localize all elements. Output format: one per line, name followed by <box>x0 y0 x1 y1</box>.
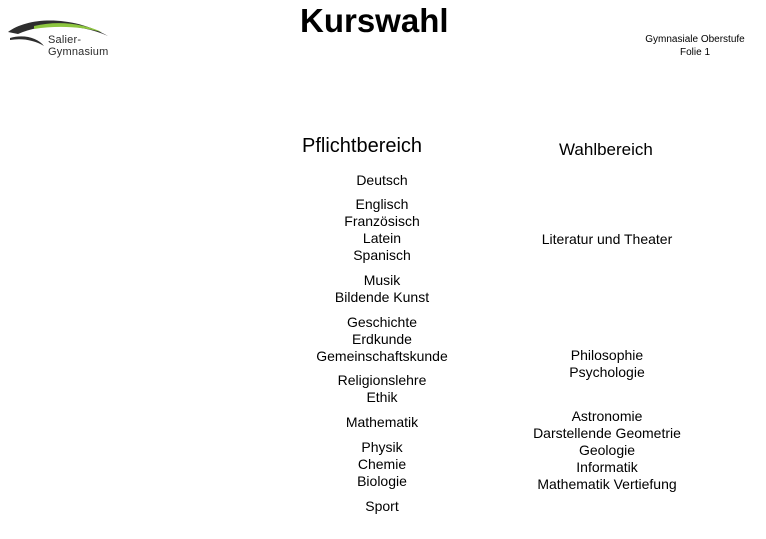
elective-group <box>507 231 707 248</box>
subject-item: Biologie <box>357 473 407 489</box>
elective-item: Psychologie <box>569 364 645 380</box>
subject-item: Deutsch <box>356 172 408 188</box>
subject-item: Musik <box>363 272 401 288</box>
elective-item: Mathematik Vertiefung <box>537 476 677 492</box>
subtitle-line1: Gymnasiale Oberstufe <box>645 34 745 45</box>
pflichtbereich-heading: Pflichtbereich <box>302 135 423 157</box>
subject-item: Sport <box>365 498 399 514</box>
subject-item: Ethik <box>366 389 398 405</box>
elective-group <box>507 408 707 493</box>
elective-item: Geologie <box>578 442 636 458</box>
subject-group <box>282 498 482 515</box>
subject-group <box>282 272 482 306</box>
subject-item: Bildende Kunst <box>334 289 430 305</box>
subject-item: Physik <box>361 439 403 455</box>
elective-item: Literatur und Theater <box>541 231 673 247</box>
subject-group <box>282 439 482 490</box>
school-logo <box>4 18 112 62</box>
subject-item: Religionslehre <box>337 372 427 388</box>
wahlbereich-heading: Wahlbereich <box>559 140 653 159</box>
subject-item: Erdkunde <box>352 331 412 347</box>
subject-item: Gemeinschaftskunde <box>316 348 448 364</box>
elective-item: Philosophie <box>570 347 644 363</box>
subtitle-line2: Folie 1 <box>679 47 710 58</box>
subject-group <box>282 196 482 264</box>
logo-text-line1: Salier- <box>48 34 82 46</box>
subject-group <box>282 372 482 406</box>
elective-item: Darstellende Geometrie <box>533 425 681 441</box>
subject-item: Spanisch <box>353 247 411 263</box>
subject-item: Chemie <box>357 456 407 472</box>
subject-item: Latein <box>362 230 402 246</box>
elective-group <box>507 347 707 381</box>
subject-group <box>282 414 482 431</box>
logo-text-line2: Gymnasium <box>48 46 109 58</box>
slide-subtitle <box>640 33 750 59</box>
subject-group <box>282 172 482 189</box>
elective-item: Astronomie <box>571 408 643 424</box>
subject-item: Französisch <box>344 213 420 229</box>
subject-item: Geschichte <box>346 314 418 330</box>
slide-title: Kurswahl <box>300 2 449 39</box>
subject-item: Englisch <box>355 196 409 212</box>
subject-group <box>282 314 482 365</box>
subject-item: Mathematik <box>345 414 419 430</box>
elective-item: Informatik <box>576 459 638 475</box>
